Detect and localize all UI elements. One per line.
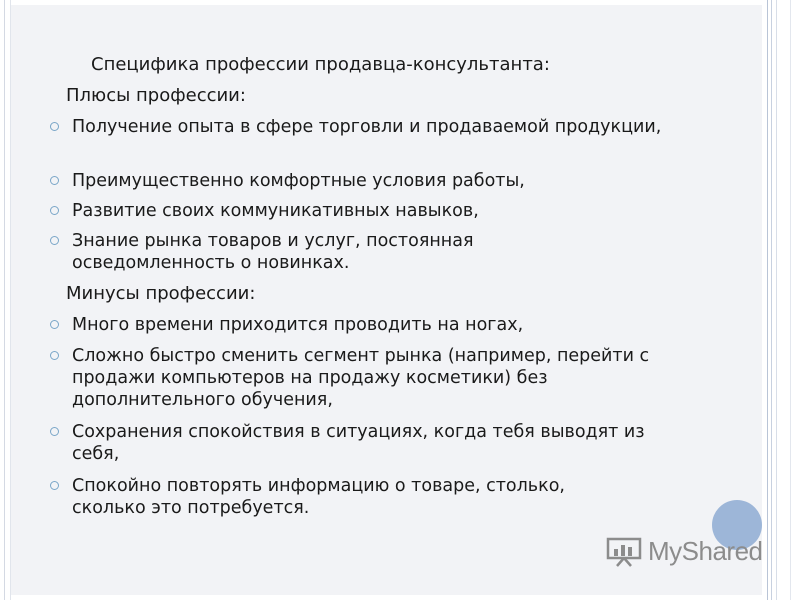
frame-line [771, 0, 772, 600]
bullet-circle-icon [50, 122, 59, 131]
list-item-text: Получение опыта в сфере торговли и продаваемой продукции, [72, 117, 662, 137]
frame-line [4, 0, 5, 600]
frame-line [767, 0, 768, 600]
list-item-text: Сложно быстро сменить сегмент рынка (например, перейти с продажи компьютеров на продажу косметики) без дополнительного обучения, [72, 346, 650, 410]
frame-line [10, 0, 11, 600]
slide-title: Специфика профессии продавца-консультанта: [91, 54, 550, 75]
list-item-text: Много времени приходится проводить на ногах, [72, 315, 524, 335]
pros-heading: Плюсы профессии: [66, 85, 246, 106]
cons-heading: Минусы профессии: [66, 283, 256, 304]
bullet-circle-icon [50, 206, 59, 215]
list-item-text: Преимущественно комфортные условия работы, [72, 171, 525, 191]
list-item-text: Спокойно повторять информацию о товаре, столько, сколько это потребуется. [72, 476, 565, 518]
list-item-text: Развитие своих коммуникативных навыков, [72, 201, 479, 221]
bullet-circle-icon [50, 427, 59, 436]
frame-line [776, 0, 777, 600]
bullet-circle-icon [50, 320, 59, 329]
bullet-circle-icon [50, 236, 59, 245]
frame-line [790, 0, 791, 600]
chart-easel-icon [606, 537, 642, 567]
bullet-circle-icon [50, 351, 59, 360]
watermark-text: MyShared [648, 536, 763, 566]
list-item-text: Знание рынка товаров и услуг, постоянная осведомленность о новинках. [72, 231, 474, 273]
watermark [606, 536, 763, 567]
bullet-circle-icon [50, 176, 59, 185]
bullet-circle-icon [50, 481, 59, 490]
list-item-text: Сохранения спокойствия в ситуациях, когда тебя выводят из себя, [72, 422, 645, 464]
